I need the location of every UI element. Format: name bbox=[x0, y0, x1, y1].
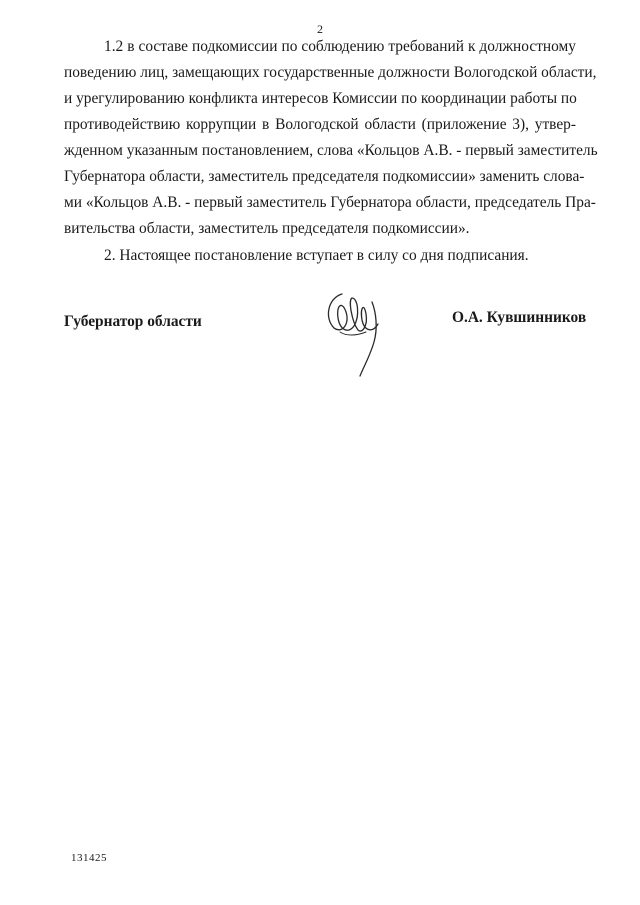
paragraph-1-line: вительства области, заместитель председателя подкомиссии». bbox=[64, 220, 470, 237]
signatory-position: Губернатор области bbox=[64, 313, 202, 330]
signatory-name: О.А. Кувшинников bbox=[452, 309, 587, 326]
paragraph-1-line: ми «Кольцов А.В. - первый заместитель Губернатора области, председатель Пра- bbox=[64, 194, 596, 211]
paragraph-1-line: жденном указанным постановлением, слова «Кольцов А.В. - первый заместитель bbox=[64, 142, 598, 159]
page-number: 2 bbox=[317, 22, 323, 36]
paragraph-1 bbox=[64, 34, 598, 242]
paragraph-1-line: и урегулированию конфликта интересов Комиссии по координации работы по bbox=[64, 90, 577, 107]
document-code: 131425 bbox=[71, 852, 107, 864]
paragraph-1-line: противодействию коррупции в Вологодской области (приложение 3), утвер- bbox=[64, 116, 576, 133]
handwritten-signature-icon bbox=[322, 288, 384, 380]
paragraph-1-line: поведению лиц, замещающих государственные должности Вологодской области, bbox=[64, 64, 597, 81]
paragraph-1-line: Губернатора области, заместитель председателя подкомиссии» заменить слова- bbox=[64, 168, 585, 185]
paragraph-1-line: 1.2 в составе подкомиссии по соблюдению требований к должностному bbox=[104, 38, 576, 55]
paragraph-2: 2. Настоящее постановление вступает в силу со дня подписания. bbox=[104, 247, 529, 264]
